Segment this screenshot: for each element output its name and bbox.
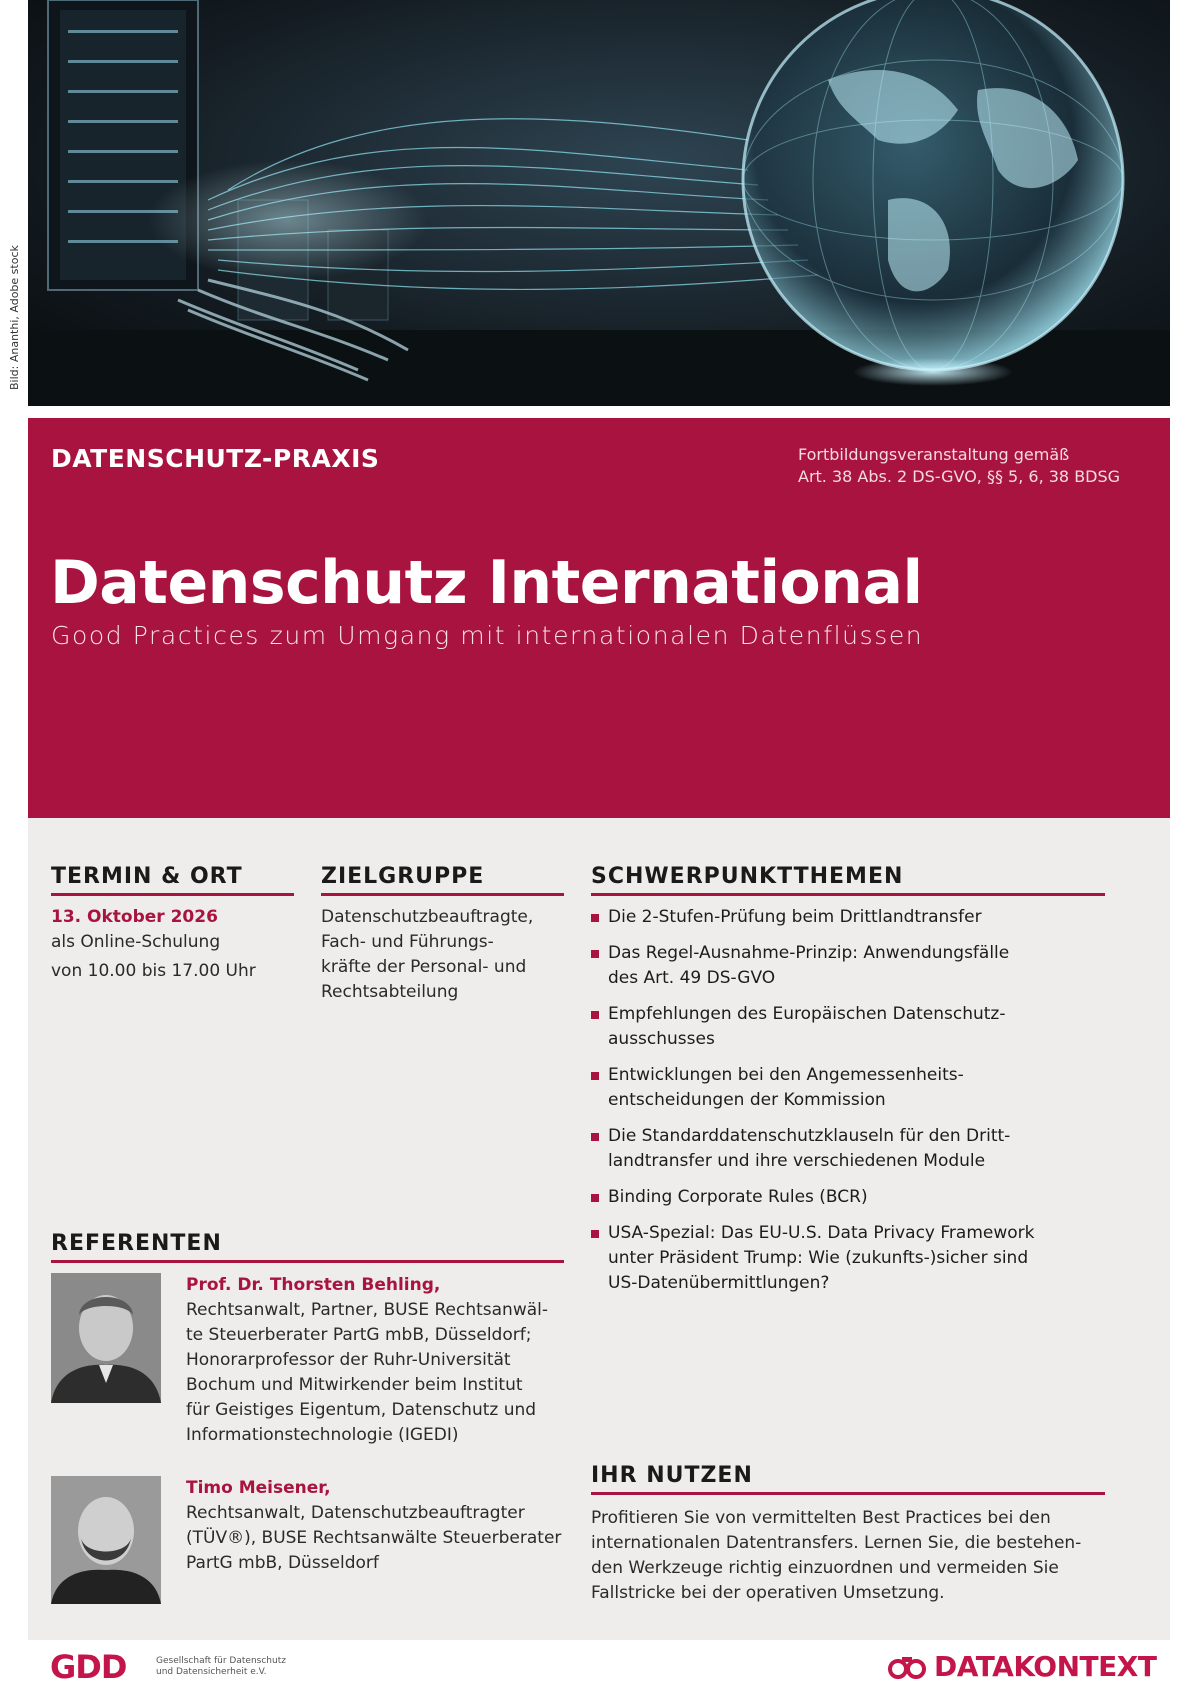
square-bullet-icon (591, 950, 599, 958)
title-banner (28, 418, 1170, 818)
person-portrait-icon (51, 1273, 161, 1403)
image-credit: Bild: Ananthi, Adobe stock (8, 245, 21, 390)
page-subtitle: Good Practices zum Umgang mit internationalen Datenflüssen (51, 621, 924, 650)
list-item: USA-Spezial: Das EU-U.S. Data Privacy Framework unter Präsident Trump: Wie (zukunfts-)sicher sind US-Datenübermittlungen? (591, 1221, 1091, 1296)
list-item: Das Regel-Ausnahme-Prinzip: Anwendungsfälle des Art. 49 DS-GVO (591, 941, 1091, 991)
speaker-photo-meisener (51, 1476, 161, 1604)
square-bullet-icon (591, 1133, 599, 1141)
person-portrait-icon (51, 1476, 161, 1604)
list-item: Binding Corporate Rules (BCR) (591, 1185, 1091, 1210)
zielgruppe-heading: ZIELGRUPPE (321, 864, 564, 896)
speaker-bio: Rechtsanwalt, Datenschutzbeauftragter (TÜV®), BUSE Rechtsanwälte Steuerberater PartG mbB, Düsseldorf (186, 1503, 562, 1573)
certification-note (798, 444, 1120, 488)
event-place: als Online-Schulung (51, 932, 221, 952)
referenten-heading: REFERENTEN (51, 1231, 564, 1263)
square-bullet-icon (591, 914, 599, 922)
hero-image (28, 0, 1170, 406)
speaker-photo-behling (51, 1273, 161, 1403)
list-item: Empfehlungen des Europäischen Datenschutz- ausschusses (591, 1002, 1091, 1052)
speaker-name: Prof. Dr. Thorsten Behling, (186, 1275, 441, 1295)
list-item: Die Standarddatenschutzklauseln für den Dritt- landtransfer und ihre verschiedenen Module (591, 1124, 1091, 1174)
list-item: Entwicklungen bei den Angemessenheits- entscheidungen der Kommission (591, 1063, 1091, 1113)
nutzen-text: Profitieren Sie von vermittelten Best Practices bei den internationalen Datentransfers. Lernen Sie, die bestehen- den Werkzeuge richtig einzuordnen und vermeiden Sie Fallstricke bei der operativen Umsetzung. (591, 1508, 1082, 1603)
footer (0, 1640, 1199, 1696)
series-label: DATENSCHUTZ-PRAXIS (51, 444, 380, 473)
page-title: Datenschutz International (50, 548, 923, 618)
zielgruppe-line: Fach- und Führungs- (321, 932, 494, 952)
square-bullet-icon (591, 1194, 599, 1202)
zielgruppe-line: Rechtsabteilung (321, 982, 459, 1002)
list-item: Die 2-Stufen-Prüfung beim Drittlandtransfer (591, 905, 1091, 930)
zielgruppe-line: Datenschutzbeauftragte, (321, 907, 534, 927)
datakontext-logo: DATAKONTEXT (934, 1650, 1157, 1683)
certification-line-2: Art. 38 Abs. 2 DS-GVO, §§ 5, 6, 38 BDSG (798, 467, 1121, 486)
datakontext-logo-icon (888, 1654, 928, 1684)
square-bullet-icon (591, 1072, 599, 1080)
speaker-name: Timo Meisener, (186, 1478, 331, 1498)
themen-heading: SCHWERPUNKTTHEMEN (591, 864, 1105, 896)
server-globe-illustration (28, 0, 1170, 406)
square-bullet-icon (591, 1230, 599, 1238)
certification-line-1: Fortbildungsveranstaltung gemäß (798, 445, 1070, 464)
event-time: von 10.00 bis 17.00 Uhr (51, 961, 256, 981)
gdd-logo: GDD (50, 1648, 127, 1686)
themen-list (591, 905, 1091, 1307)
nutzen-heading: IHR NUTZEN (591, 1463, 1105, 1495)
termin-heading: TERMIN & ORT (51, 864, 294, 896)
speaker-bio: Rechtsanwalt, Partner, BUSE Rechtsanwäl- te Steuerberater PartG mbB, Düsseldorf; Honorarprofessor der Ruhr-Universität Bochum und Mitwirkender beim Institut für Geistiges Eigentum, Datenschutz und Informationstechnologie (IGEDI) (186, 1300, 549, 1445)
event-date: 13. Oktober 2026 (51, 907, 218, 927)
zielgruppe-line: kräfte der Personal- und (321, 957, 527, 977)
content-area (28, 818, 1170, 1640)
zielgruppe-text (321, 905, 533, 1005)
square-bullet-icon (591, 1011, 599, 1019)
gdd-logo-subtitle: Gesellschaft für Datenschutz und Datensicherheit e.V. (156, 1656, 286, 1677)
